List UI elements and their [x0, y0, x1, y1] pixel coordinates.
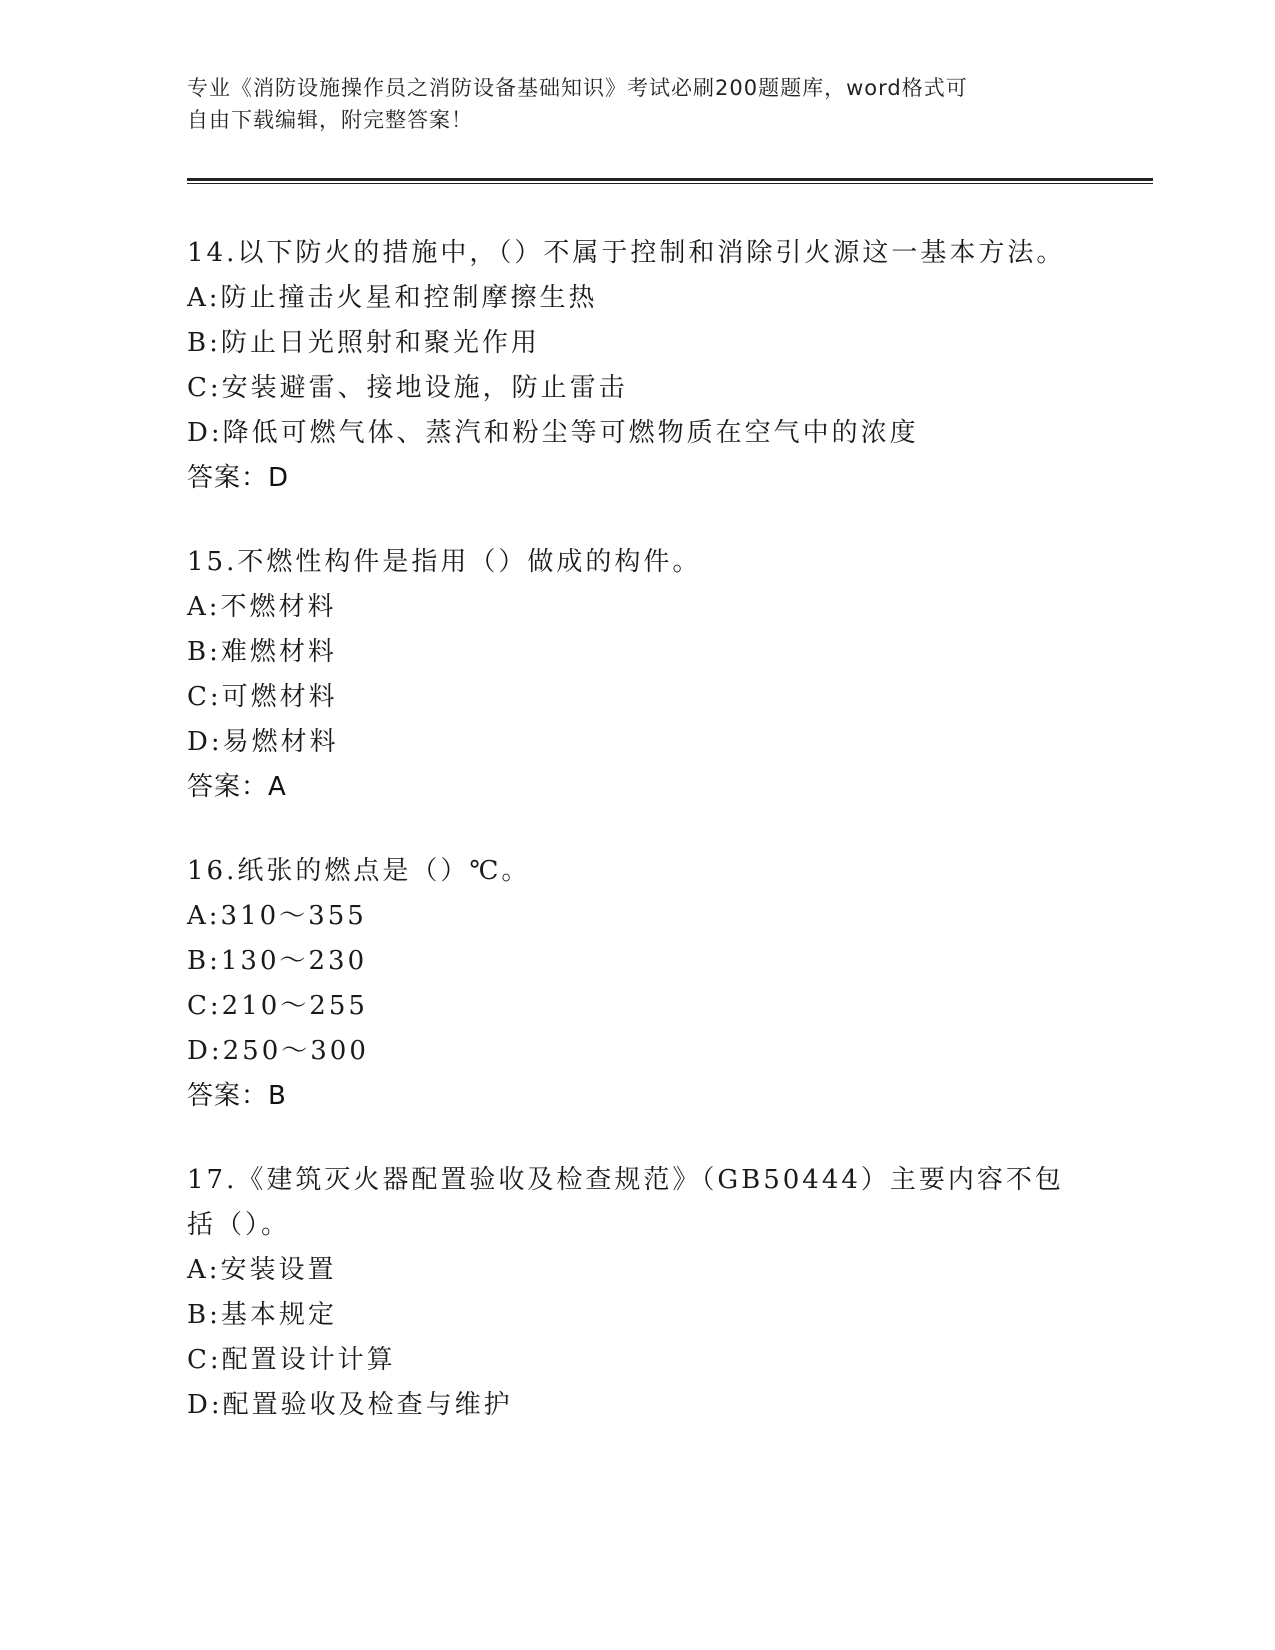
- header-divider-thin: [187, 183, 1153, 184]
- option-c: C:配置设计计算: [187, 1345, 396, 1375]
- option-d: D:配置验收及检查与维护: [187, 1390, 513, 1420]
- question-stem: 14.以下防火的措施中，（）不属于控制和消除引火源这一基本方法。: [187, 238, 1066, 268]
- option-c: C:安装避雷、接地设施，防止雷击: [187, 373, 628, 403]
- question-16: [187, 849, 1087, 1119]
- option-b: B:难燃材料: [187, 637, 337, 667]
- question-14: [187, 231, 1087, 501]
- document-header: [187, 72, 1067, 136]
- option-a: A:不燃材料: [187, 592, 337, 622]
- header-divider-thick: [187, 178, 1153, 181]
- option-b: B:基本规定: [187, 1300, 337, 1330]
- option-a: A:安装设置: [187, 1255, 337, 1285]
- option-b: B:130～230: [187, 946, 368, 976]
- option-a: A:310～355: [187, 901, 367, 931]
- option-d: D:易燃材料: [187, 727, 339, 757]
- question-17: [187, 1158, 1087, 1428]
- answer: 答案：D: [187, 463, 290, 493]
- question-15: [187, 540, 1087, 810]
- question-stem: 16.纸张的燃点是（）℃。: [187, 856, 531, 886]
- answer: 答案：B: [187, 1081, 287, 1111]
- question-stem: 15.不燃性构件是指用（）做成的构件。: [187, 547, 702, 577]
- option-d: D:250～300: [187, 1036, 369, 1066]
- option-d: D:降低可燃气体、蒸汽和粉尘等可燃物质在空气中的浓度: [187, 418, 919, 448]
- answer: 答案：A: [187, 772, 287, 802]
- option-c: C:210～255: [187, 991, 368, 1021]
- question-list: [187, 231, 1087, 1467]
- header-line-2: 自由下载编辑，附完整答案！: [187, 108, 473, 132]
- question-stem: 17.《建筑灭火器配置验收及检查规范》（GB50444）主要内容不包括（）。: [187, 1165, 1064, 1240]
- header-line-1: 专业《消防设施操作员之消防设备基础知识》考试必刷200题题库，word格式可: [187, 76, 968, 100]
- option-a: A:防止撞击火星和控制摩擦生热: [187, 283, 598, 313]
- option-c: C:可燃材料: [187, 682, 338, 712]
- option-b: B:防止日光照射和聚光作用: [187, 328, 540, 358]
